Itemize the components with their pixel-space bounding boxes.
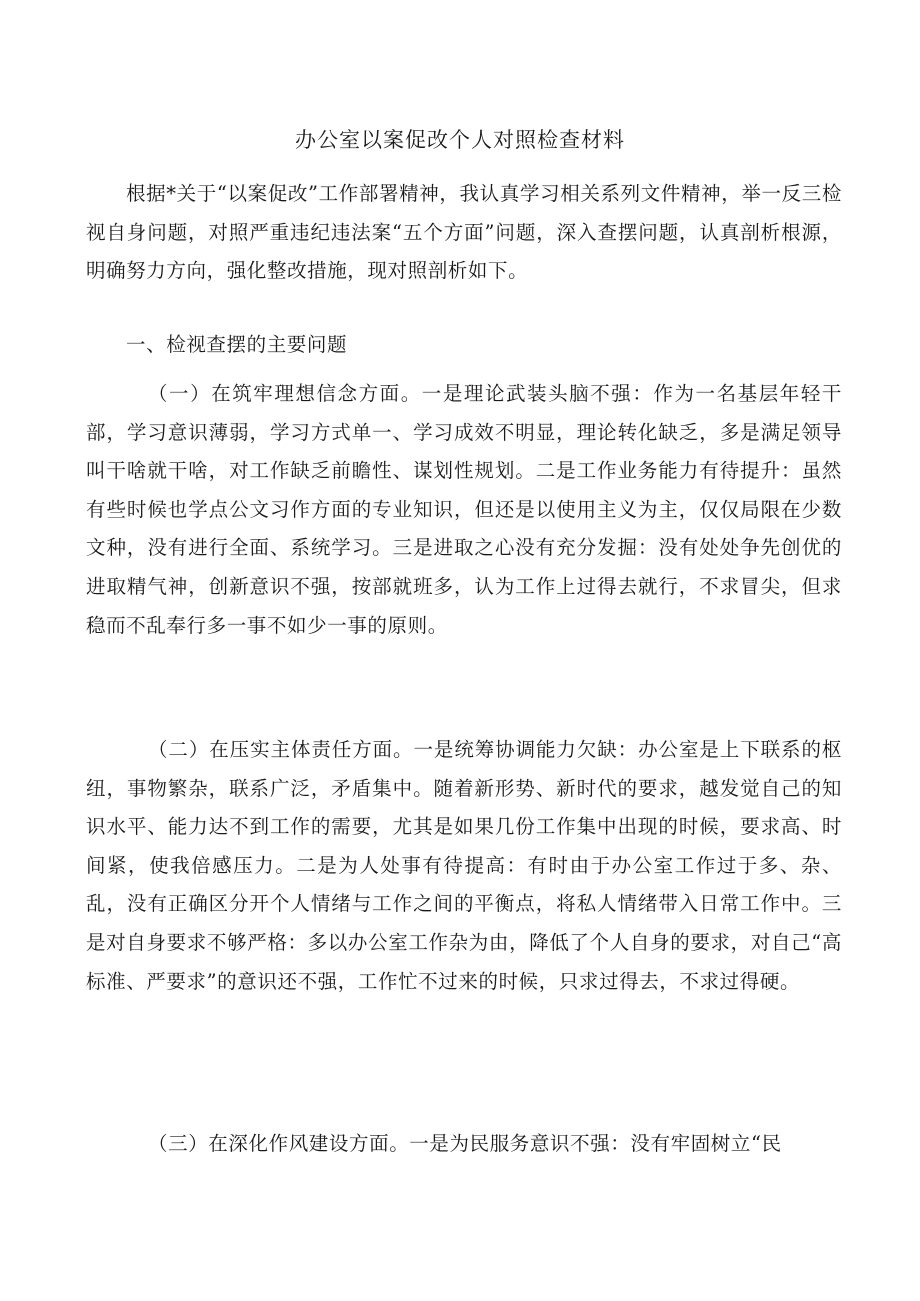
section-heading: 一、检视查摆的主要问题 [126,333,348,356]
intro-paragraph: 根据*关于“以案促改”工作部署精神，我认真学习相关系列文件精神，举一反三检视自身问题，对照严重违纪违法案“五个方面”问题，深入查摆问题，认真剖析根源，明确努力方向，强化整改措施，现对照剖析如下。 [86,182,842,283]
paragraph-responsibility: （二）在压实主体责任方面。一是统筹协调能力欠缺：办公室是上下联系的枢纽，事物繁杂，联系广泛，矛盾集中。随着新形势、新时代的要求，越发觉自己的知识水平、能力达不到工作的需要，尤其是如果几份工作集中出现的时候，要求高、时间紧，使我倍感压力。二是为人处事有待提高：有时由于办公室工作过于多、杂、乱，没有正确区分开个人情绪与工作之间的平衡点，将私人情绪带入日常工作中。三是对自身要求不够严格：多以办公室工作杂为由，降低了个人自身的要求，对自己“高标准、严要求”的意识还不强，工作忙不过来的时候，只求过得去，不求过得硬。 [86,738,842,993]
paragraph-ideals: （一）在筑牢理想信念方面。一是理论武装头脑不强：作为一名基层年轻干部，学习意识薄弱，学习方式单一、学习成效不明显，理论转化缺乏，多是满足领导叫干啥就干啥，对工作缺乏前瞻性、谋划性规划。二是工作业务能力有待提升：虽然有些时候也学点公文习作方面的专业知识，但还是以使用主义为主，仅仅局限在少数文种，没有进行全面、系统学习。三是进取之心没有充分发掘：没有处处争先创优的进取精气神，创新意识不强，按部就班多，认为工作上过得去就行，不求冒尖，但求稳而不乱奉行多一事不如少一事的原则。 [86,382,842,637]
document-title: 办公室以案促改个人对照检查材料 [295,128,625,152]
paragraph-work-style: （三）在深化作风建设方面。一是为民服务意识不强：没有牢固树立“民 [148,1132,782,1155]
